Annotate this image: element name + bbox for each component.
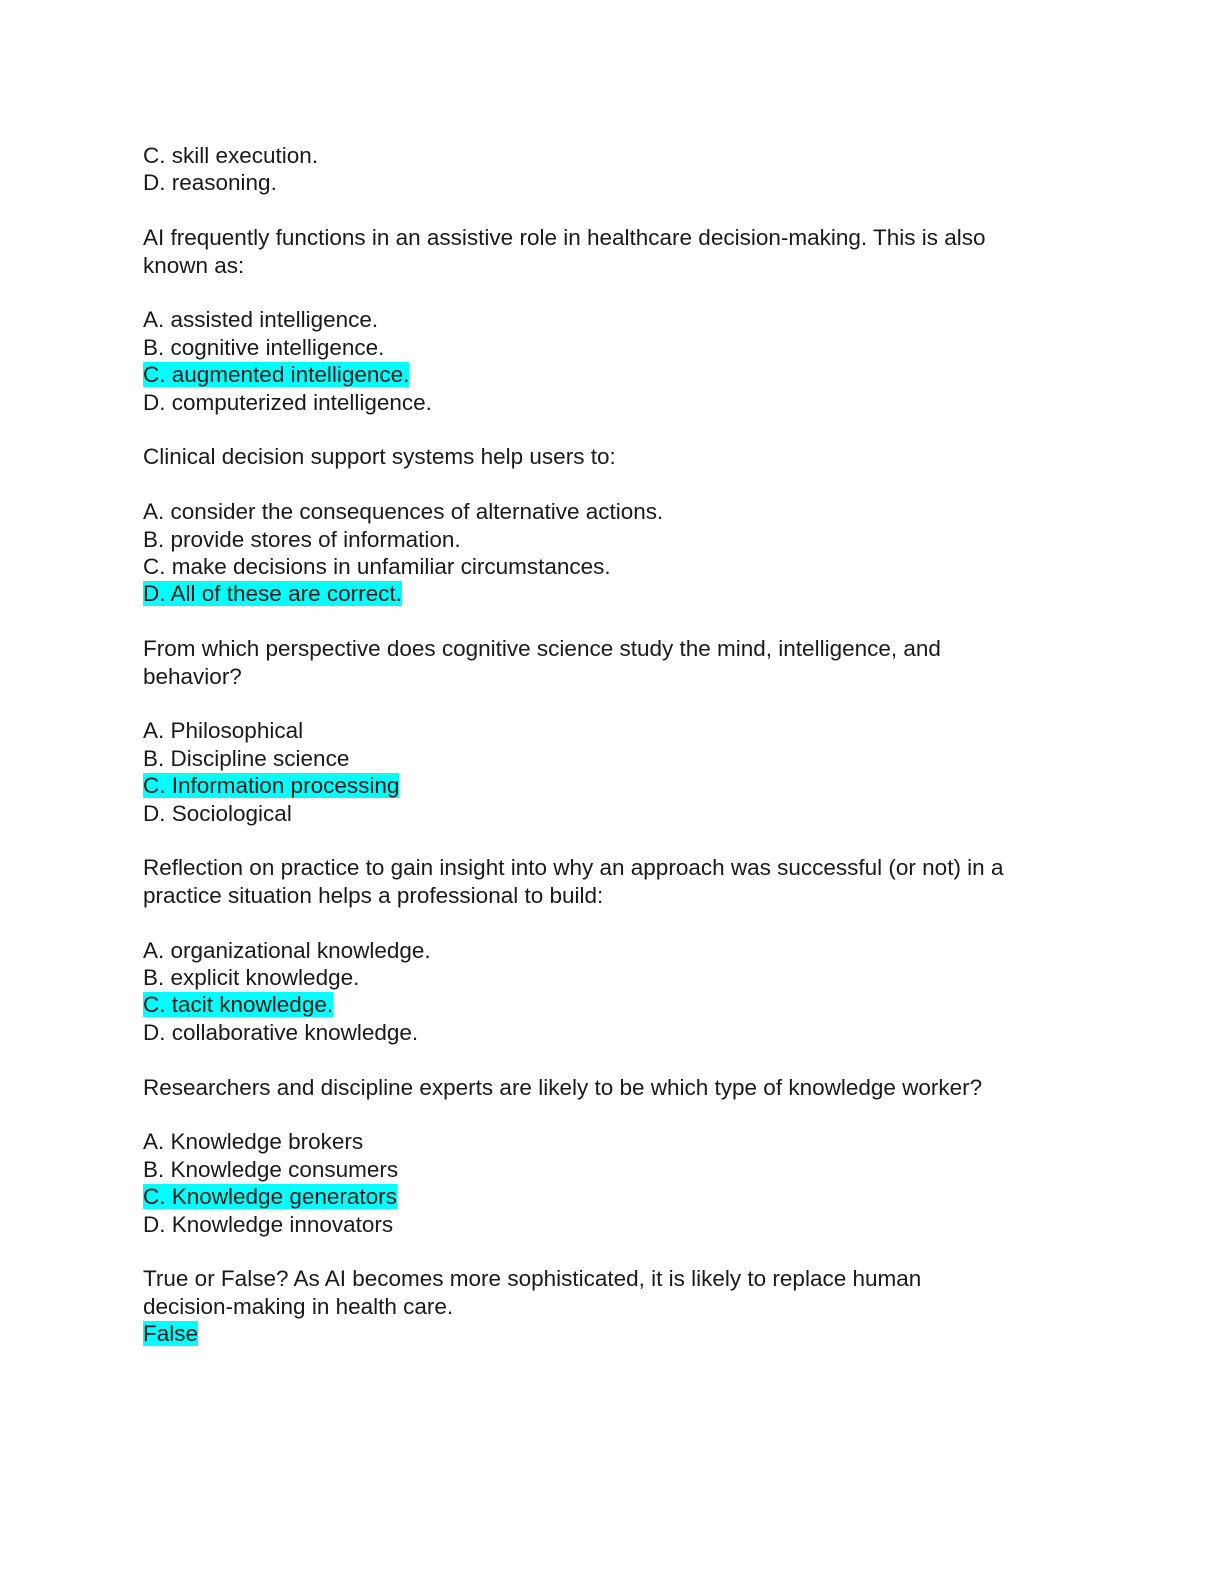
question-4: [143, 854, 1073, 909]
previous-question-options: [143, 142, 1073, 197]
option-c-correct: [143, 991, 1073, 1018]
answer-highlight: C. augmented intelligence.: [143, 362, 410, 388]
question-text: AI frequently functions in an assistive role in healthcare decision-making. This is also: [143, 225, 986, 251]
question-text: True or False? As AI becomes more sophisticated, it is likely to replace human: [143, 1266, 922, 1292]
option-c-correct: [143, 1183, 1073, 1210]
option-d: D. computerized intelligence.: [143, 389, 432, 415]
question-text: practice situation helps a professional to build:: [143, 882, 604, 908]
option-c: C. skill execution.: [143, 143, 319, 168]
question-5-options: [143, 1128, 1073, 1238]
question-6: [143, 1265, 1073, 1347]
question-3-options: [143, 717, 1073, 827]
option-a: A. consider the consequences of alternative actions.: [143, 499, 664, 525]
answer-highlight: False: [143, 1321, 199, 1347]
option-d-correct: [143, 580, 1073, 607]
question-3: [143, 635, 1073, 690]
question-5: [143, 1074, 1073, 1101]
option-c-correct: [143, 772, 1073, 799]
option-b: B. explicit knowledge.: [143, 965, 360, 991]
option-d: D. Sociological: [143, 800, 292, 826]
question-1-options: [143, 306, 1073, 416]
option-d: D. reasoning.: [143, 170, 277, 196]
question-text: known as:: [143, 252, 245, 278]
question-text: From which perspective does cognitive science study the mind, intelligence, and: [143, 636, 941, 662]
option-b: B. cognitive intelligence.: [143, 334, 385, 360]
answer-line: [143, 1320, 1073, 1347]
question-text: Clinical decision support systems help users to:: [143, 444, 616, 470]
question-4-options: [143, 937, 1073, 1047]
option-d: D. Knowledge innovators: [143, 1211, 394, 1237]
answer-highlight: C. Information processing: [143, 773, 400, 799]
option-b: B. Knowledge consumers: [143, 1156, 399, 1182]
document-page: [143, 142, 1073, 1348]
answer-highlight: C. tacit knowledge.: [143, 992, 334, 1018]
question-2-options: [143, 498, 1073, 608]
answer-highlight: D. All of these are correct.: [143, 581, 402, 607]
option-a: A. assisted intelligence.: [143, 307, 379, 333]
option-a: A. Knowledge brokers: [143, 1129, 364, 1155]
question-text: decision-making in health care.: [143, 1293, 454, 1319]
option-c-correct: [143, 361, 1073, 388]
answer-highlight: C. Knowledge generators: [143, 1184, 397, 1210]
question-1: [143, 224, 1073, 279]
question-text: Reflection on practice to gain insight into why an approach was successful (or not) in a: [143, 855, 1004, 881]
option-c: C. make decisions in unfamiliar circumstances.: [143, 554, 611, 580]
option-b: B. Discipline science: [143, 745, 350, 771]
option-a: A. Philosophical: [143, 718, 304, 744]
option-a: A. organizational knowledge.: [143, 937, 431, 963]
question-2: [143, 443, 1073, 470]
option-b: B. provide stores of information.: [143, 526, 461, 552]
option-d: D. collaborative knowledge.: [143, 1019, 419, 1045]
question-text: behavior?: [143, 663, 242, 689]
question-text: Researchers and discipline experts are likely to be which type of knowledge worker?: [143, 1074, 983, 1100]
